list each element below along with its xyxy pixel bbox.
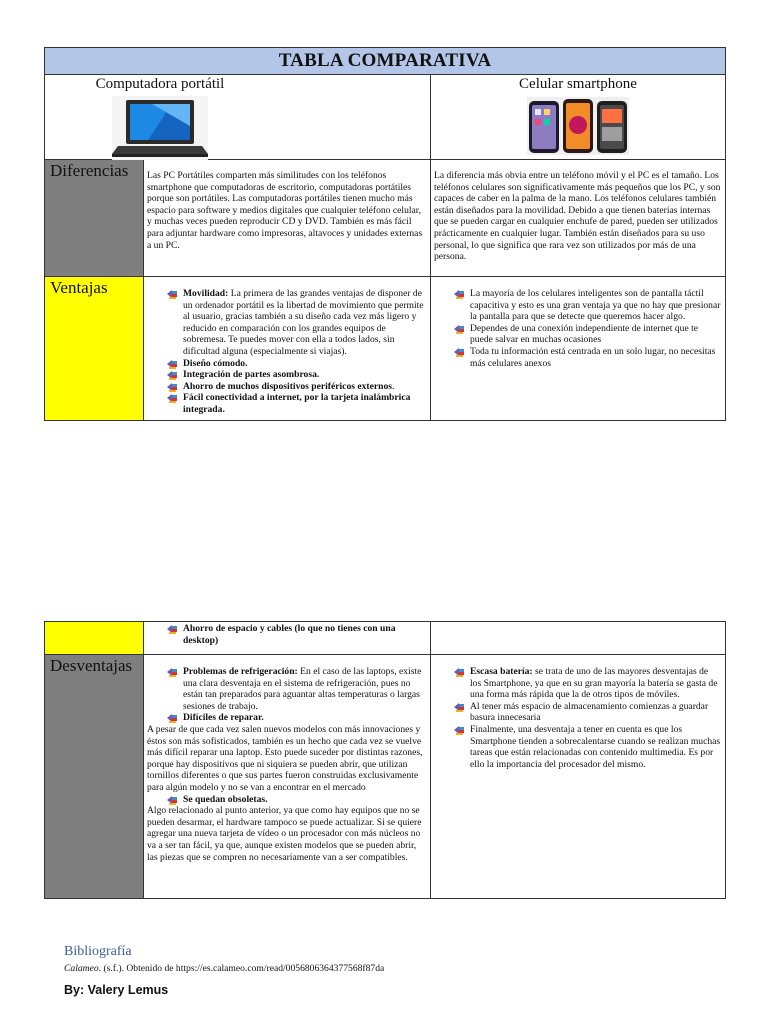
list-item: Diseño cómodo.: [167, 358, 426, 370]
laptop-advantages-list: [147, 288, 426, 416]
list-item: Ahorro de muchos dispositivos periféricos externos.: [167, 381, 426, 393]
laptop-column-title: Computadora portátil: [95, 76, 225, 92]
list-item: Dependes de una conexión independiente de internet que te puede salvar en muchas ocasiones: [454, 323, 721, 346]
laptop-column-header: [45, 75, 431, 160]
bullet-icon: [167, 382, 177, 392]
phone-differences-text: La diferencia más obvia entre un teléfono móvil y el PC es el tamaño. Los teléfonos celulares son significativamente más pequeños que los PC, y son capaces de caber en la palma de la mano. Los teléfonos celulares también están diseñados para la movilidad. Debido a que tienen baterías internas que se pueden cargar en cualquier enchufe de pared, pueden ser utilizados prácticamente en cualquier lugar. También están diseñados para su uso personal, lo que significa que rara vez son utilizados por más de una persona.: [431, 160, 726, 277]
bullet-icon: [454, 702, 464, 712]
phone-advantages: [431, 277, 726, 421]
bibliography-heading: Bibliografía: [64, 944, 132, 959]
bullet-icon: [454, 347, 464, 357]
phone-advantages-list: [434, 288, 721, 369]
phone-column-header: [431, 75, 726, 160]
smartphones-image: [527, 97, 629, 155]
list-item: Difíciles de reparar.: [167, 712, 426, 724]
bullet-icon: [454, 725, 464, 735]
bibliography-citation: [64, 963, 384, 974]
list-item: Movilidad: La primera de las grandes ventajas de disponer de un ordenador portátil es la libertad de movimiento que permite al usuario, gracias también a su diseño cada vez más ligero y reducido en comparación con los grandes equipos de sobremesa. Te puedes mover con ella a todos lados, sin dificultad alguna (especialmente si viajas).: [167, 288, 426, 358]
comparison-table: [44, 47, 726, 421]
bullet-icon: [167, 795, 177, 805]
bullet-icon: [167, 359, 177, 369]
list-item: Toda tu información está centrada en un solo lugar, no necesitas más celulares anexos: [454, 346, 721, 369]
list-item: Finalmente, una desventaja a tener en cuenta es que los Smartphone tienden a sobrecalentarse cuando se realizan muchas tareas que están relacionadas con contenido multimedia. Es por ello la importancia del procesador del mismo.: [454, 724, 721, 770]
phone-disadvantages: [431, 655, 726, 899]
bullet-icon: [454, 289, 464, 299]
list-item: Integración de partes asombrosa.: [167, 369, 426, 381]
citation-source: Calameo: [64, 963, 99, 974]
row-label-differences: Diferencias: [45, 160, 144, 277]
author-credit: By: Valery Lemus: [64, 983, 169, 997]
bullet-icon: [167, 624, 177, 634]
bullet-icon: [167, 289, 177, 299]
row-label-advantages-cont: [45, 622, 144, 655]
laptop-disadvantages-list: [147, 666, 426, 724]
laptop-advantages-cont-list: [147, 623, 426, 646]
laptop-disadvantages: [144, 655, 431, 899]
phone-advantages-cont: [431, 622, 726, 655]
laptop-image: [112, 96, 208, 160]
list-item: Al tener más espacio de almacenamiento comienzas a guardar basura innecesaria: [454, 701, 721, 724]
list-item: La mayoría de los celulares inteligentes son de pantalla táctil capacitiva y esto es una gran ventaja ya que no hay que presionar la pantalla para que se detecte que queremos hacer algo.: [454, 288, 721, 323]
table-title-cell: [45, 48, 726, 75]
bullet-icon: [167, 370, 177, 380]
bullet-icon: [167, 393, 177, 403]
laptop-disadvantage-paragraph-1: A pesar de que cada vez salen nuevos modelos con más innovaciones y éstos son más sofisticados, también es un hecho que cada vez se vuelve más difícil reparar una laptop. Esto puede suceder por distintas razones, porque hay dispositivos que ni siquiera se pueden abrir, que utilizan tornillos diferentes o que sus partes fueron construidas exclusivamente para algún modelo y no se van a encontrar en el mercado: [147, 723, 423, 793]
list-item: Ahorro de espacio y cables (lo que no tienes con una desktop): [167, 623, 426, 646]
bullet-icon: [167, 667, 177, 677]
laptop-disadvantages-list-2: [147, 794, 426, 806]
laptop-advantages-cont: [144, 622, 431, 655]
list-item: Escasa batería: se trata de uno de las mayores desventajas de los Smartphone, ya que en su gran mayoría la batería se gasta de una forma más rápida que la de otros tipos de móviles.: [454, 666, 721, 701]
row-label-advantages: Ventajas: [45, 277, 144, 421]
row-label-disadvantages: Desventajas: [45, 655, 144, 899]
list-item: Fácil conectividad a internet, por la tarjeta inalámbrica integrada.: [167, 392, 426, 415]
comparison-table-continued: [44, 621, 726, 899]
citation-text: . (s.f.). Obtenido de https://es.calameo.com/read/0056806364377568f87da: [98, 963, 385, 974]
table-title: TABLA COMPARATIVA: [278, 50, 492, 71]
bullet-icon: [167, 713, 177, 723]
laptop-disadvantage-paragraph-2: Algo relacionado al punto anterior, ya que como hay equipos que no se pueden desarmar, el hardware tampoco se puede actualizar. Si se quiere agregar una nueva tarjeta de vídeo o un procesador con más núcleos no va a ser tan fácil, ya que, aunque existen modelos que se pueden abrir, las piezas que se compren no necesariamente van a ser compatibles.: [147, 805, 422, 863]
laptop-differences-text: Las PC Portátiles comparten más similitudes con los teléfonos smartphone que computadoras de escritorio, computadoras portátiles porque son portátiles. Las computadoras portátiles tienen mucho más espacio para software y medios digitales que cualquier teléfono celular, y muchas veces pueden reproducir CD y DVD. También es más fácil para adjuntar hardware como impresoras, altavoces y unidades externas a un PC.: [144, 160, 431, 277]
list-item: Se quedan obsoletas.: [167, 794, 426, 806]
phone-column-title: Celular smartphone: [519, 76, 637, 92]
laptop-advantages: [144, 277, 431, 421]
bullet-icon: [454, 667, 464, 677]
list-item: Problemas de refrigeración: En el caso de las laptops, existe una clara desventaja en el sistema de refrigeración, pues no están tan preparados para aguantar altas temperaturas o largas sesiones de trabajo.: [167, 666, 426, 712]
bullet-icon: [454, 324, 464, 334]
phone-disadvantages-list: [434, 666, 721, 770]
